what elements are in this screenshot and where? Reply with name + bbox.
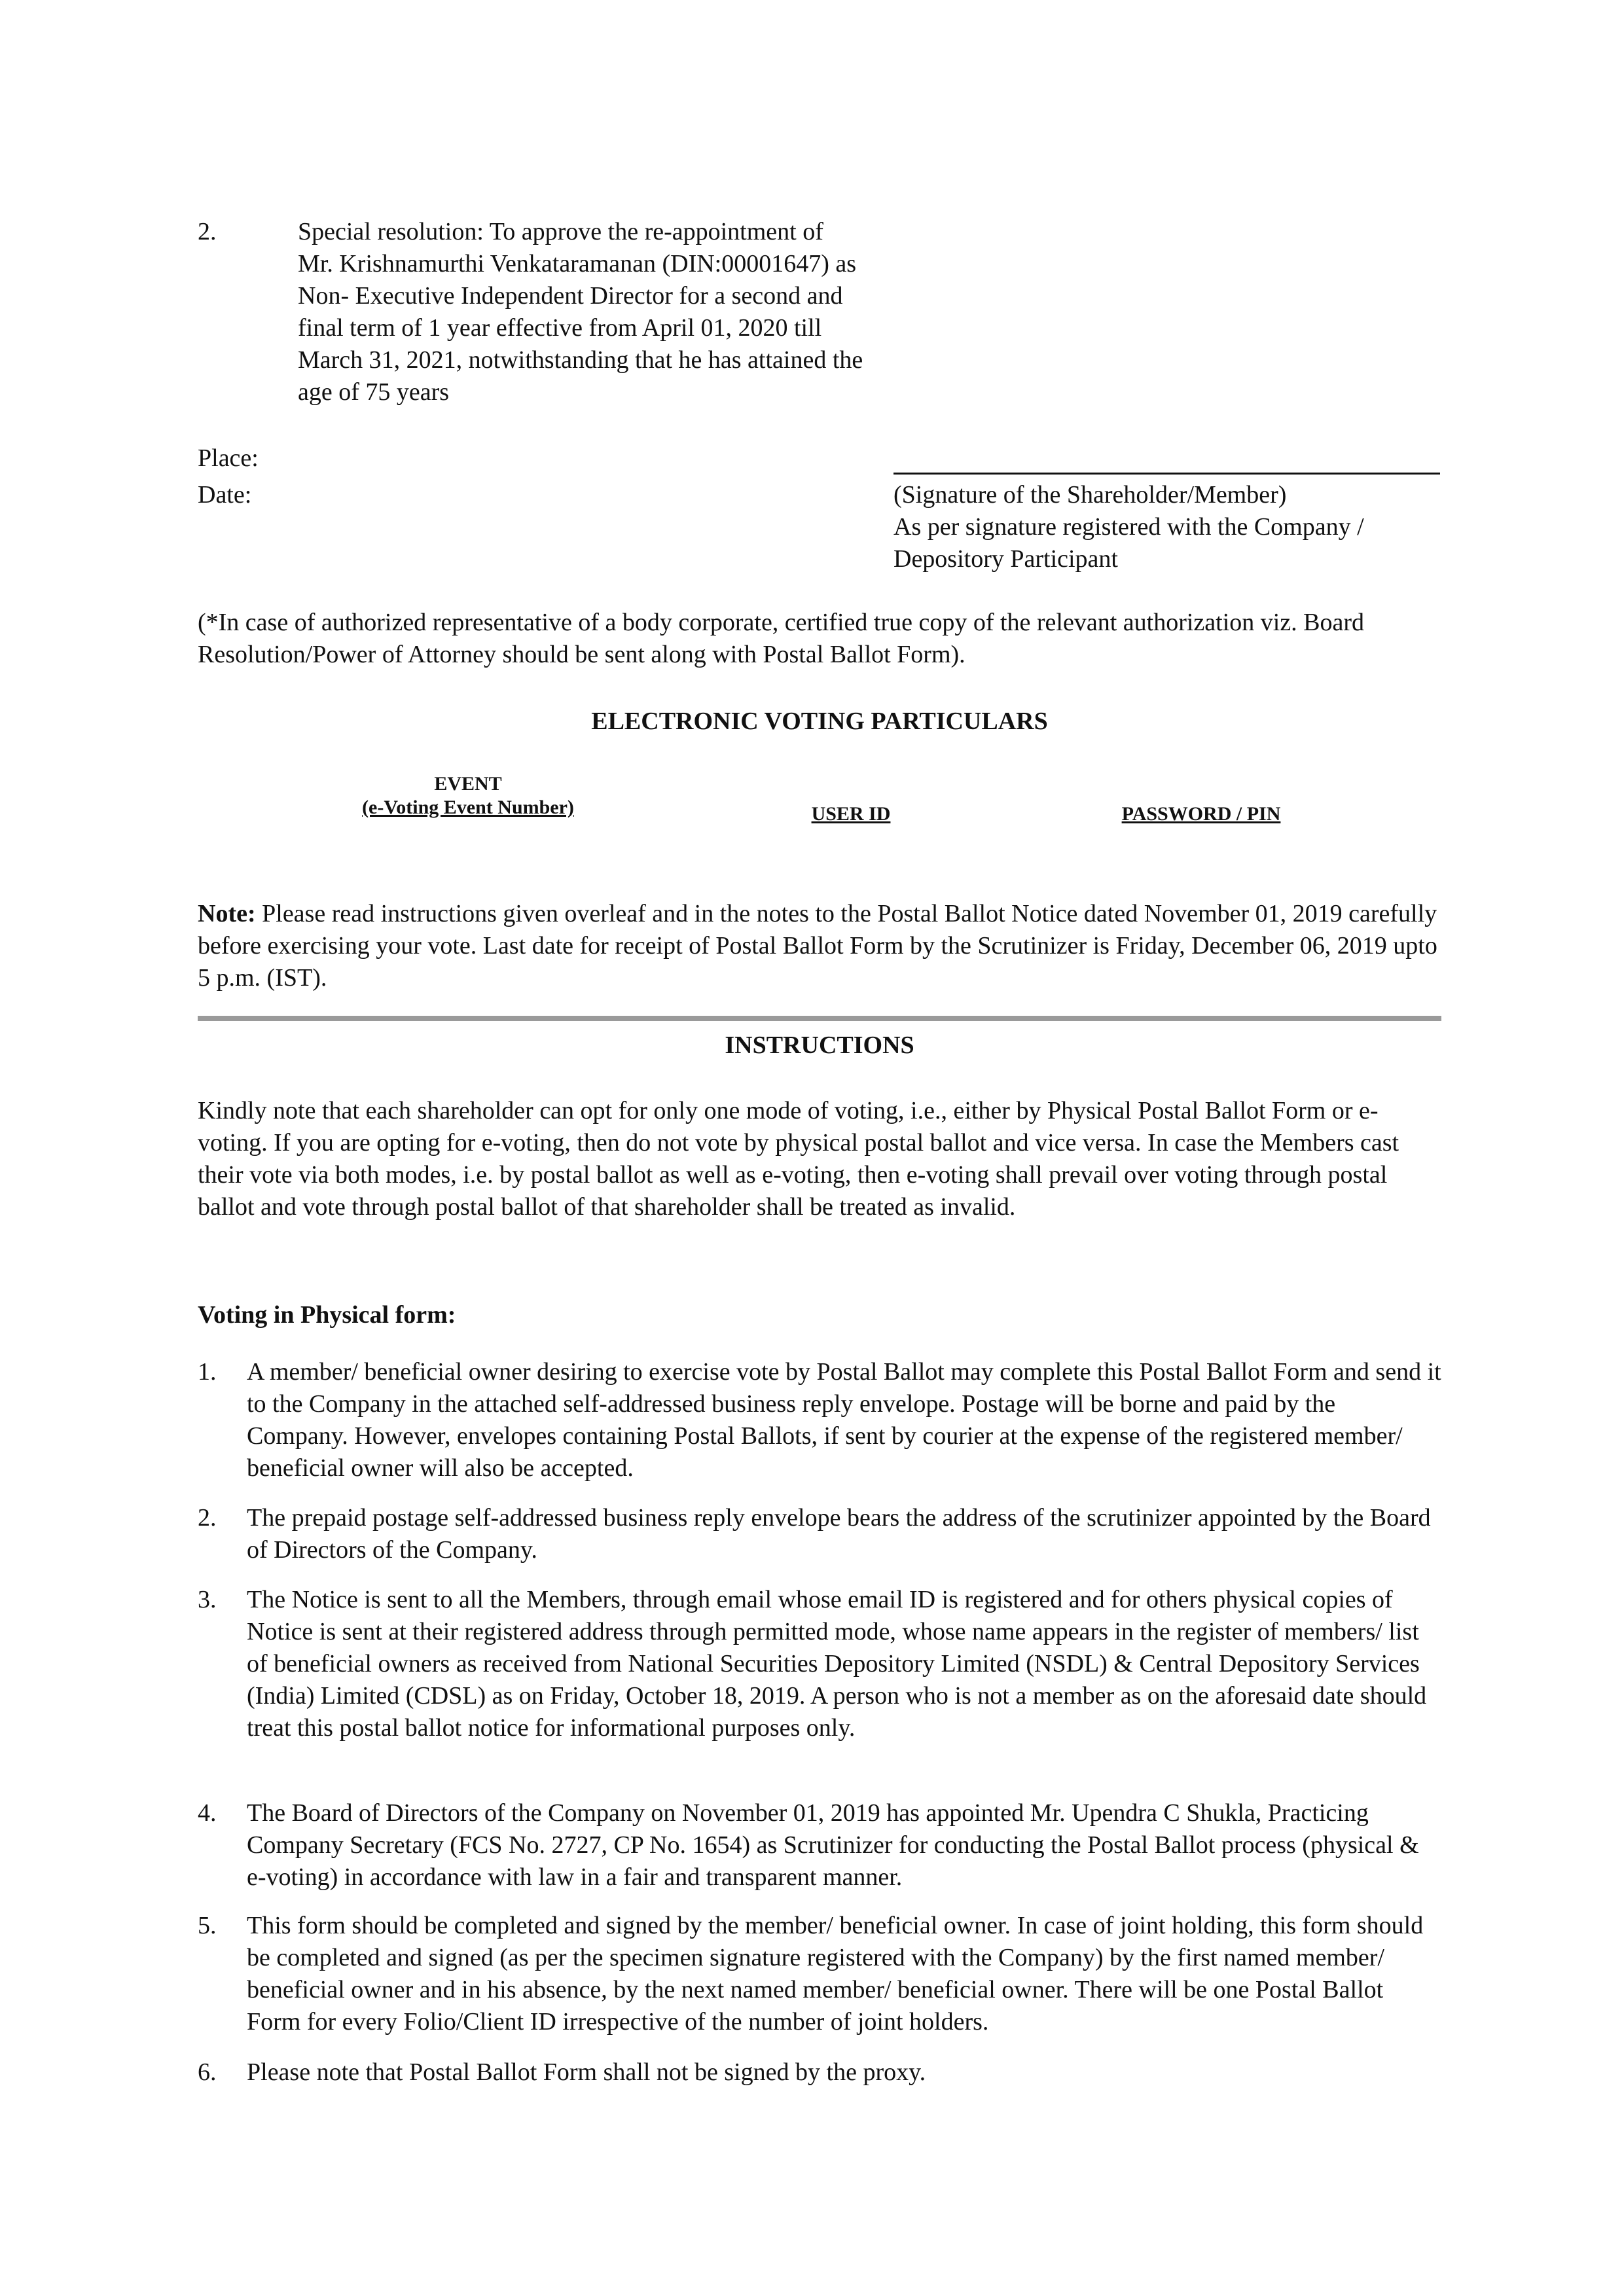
note-label: Note:	[198, 900, 256, 927]
list-item-number: 6.	[198, 2058, 217, 2086]
electronic-voting-title: ELECTRONIC VOTING PARTICULARS	[591, 708, 1048, 735]
event-column-header	[327, 772, 609, 819]
signature-block	[893, 479, 1456, 575]
authorization-note: (*In case of authorized representative of a body corporate, certified true copy of the relevant authorization viz. Board Resolution/Power of Attorney should be sent along with Postal Ballot Form).	[198, 609, 1365, 668]
list-item-number: 1.	[198, 1358, 217, 1386]
list-item-text: This form should be completed and signed by the member/ beneficial owner. In case of joint holding, this form should be completed and signed (as per the specimen signature registered with the Company) by the first named member/ beneficial owner and in his absence, by the next named member/ beneficial owner. There will be one Postal Ballot Form for every Folio/Client ID irrespective of the number of joint holders.	[247, 1912, 1424, 2036]
physical-voting-heading: Voting in Physical form:	[198, 1301, 456, 1329]
list-item	[198, 1797, 1441, 1895]
list-item-text: The prepaid postage self-addressed business reply envelope bears the address of the scrutinizer appointed by the Board of Directors of the Company.	[247, 1504, 1431, 1564]
list-item-number: 3.	[198, 1586, 217, 1613]
resolution-line: Special resolution: To approve the re-appointment of	[298, 218, 823, 245]
signature-line	[893, 473, 1440, 475]
date-label: Date:	[198, 481, 252, 509]
note-paragraph	[198, 898, 1441, 994]
list-item-text: A member/ beneficial owner desiring to exercise vote by Postal Ballot may complete this Postal Ballot Form and send it to the Company in the attached self-addressed business reply envelope. Postage will be borne and paid by the Company. However, envelopes containing Postal Ballots, if sent by courier at the expense of the registered member/ beneficial owner will also be accepted.	[247, 1358, 1441, 1482]
list-item	[198, 1910, 1441, 2041]
list-item-number: 2.	[198, 1504, 217, 1532]
resolution-text	[298, 216, 926, 408]
place-label: Place:	[198, 444, 259, 472]
instructions-intro: Kindly note that each shareholder can opt for only one mode of voting, i.e., either by Physical Postal Ballot Form or e-voting. If you are opting for e-voting, then do not vote by physical postal ballot and vice versa. In case the Members cast their vote via both modes, i.e. by postal ballot as well as e-voting, then e-voting shall prevail over voting through postal ballot and vote through postal ballot of that shareholder shall be treated as invalid.	[198, 1097, 1399, 1221]
password-column-header: PASSWORD / PIN	[1121, 803, 1281, 825]
list-item-text: The Board of Directors of the Company on November 01, 2019 has appointed Mr. Upendra C Shukla, Practicing Company Secretary (FCS No. 2727, CP No. 1654) as Scrutinizer for conducting the Postal Ballot process (physical & e-voting) in accordance with law in a fair and transparent manner.	[247, 1799, 1419, 1891]
list-item-number: 4.	[198, 1799, 217, 1827]
resolution-line: March 31, 2021, notwithstanding that he has attained the	[298, 346, 863, 374]
user-id-column-header: USER ID	[811, 803, 891, 825]
signature-note-line: As per signature registered with the Company /	[893, 513, 1364, 541]
list-item-text: The Notice is sent to all the Members, through email whose email ID is registered and for others physical copies of Notice is sent at their registered address through permitted mode, whose name appears in the register of members/ list of beneficial owners as received from National Securities Depository Limited (NSDL) & Central Depository Services (India) Limited (CDSL) as on Friday, October 18, 2019. A person who is not a member as on the aforesaid date should treat this postal ballot notice for informational purposes only.	[247, 1586, 1427, 1742]
instructions-title: INSTRUCTIONS	[725, 1031, 914, 1059]
signature-note-line: Depository Participant	[893, 545, 1118, 573]
resolution-line: Mr. Krishnamurthi Venkataramanan (DIN:00001647) as	[298, 250, 857, 278]
list-item-number: 5.	[198, 1912, 217, 1939]
signature-caption: (Signature of the Shareholder/Member)	[893, 481, 1287, 509]
resolution-number: 2.	[198, 218, 217, 245]
event-label: EVENT	[434, 773, 502, 795]
resolution-line: age of 75 years	[298, 378, 450, 406]
note-text: Please read instructions given overleaf and in the notes to the Postal Ballot Notice dated November 01, 2019 carefully before exercising your vote. Last date for receipt of Postal Ballot Form by the Scrutinizer is Friday, December 06, 2019 upto 5 p.m. (IST).	[198, 900, 1437, 992]
list-item-text: Please note that Postal Ballot Form shall not be signed by the proxy.	[247, 2058, 926, 2086]
list-item	[198, 1584, 1441, 1780]
list-item	[198, 2056, 1441, 2089]
resolution-line: Non- Executive Independent Director for a second and	[298, 282, 843, 310]
list-item	[198, 1356, 1441, 1487]
event-sub-label: (e-Voting Event Number)	[362, 797, 574, 818]
list-item	[198, 1502, 1441, 1568]
section-divider	[198, 1016, 1441, 1021]
resolution-line: final term of 1 year effective from April 01, 2020 till	[298, 314, 822, 342]
